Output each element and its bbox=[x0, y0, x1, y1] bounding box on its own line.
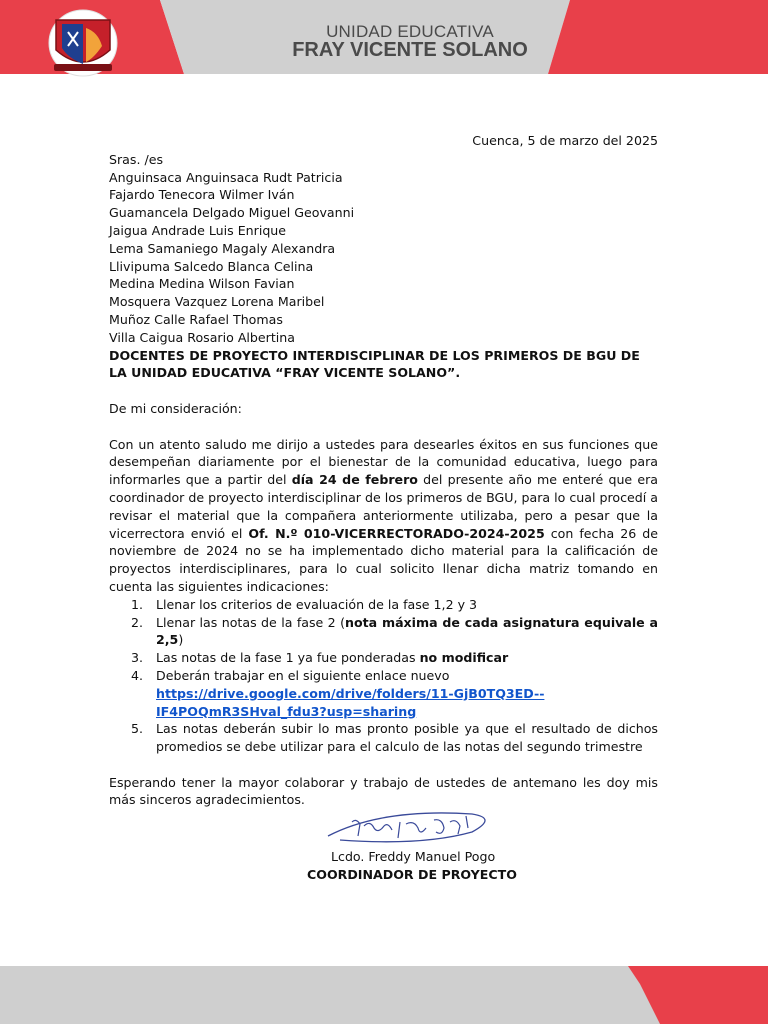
list-text: Llenar las notas de la fase 2 ( bbox=[156, 614, 346, 630]
letter-date: Cuenca, 5 de marzo del 2025 bbox=[472, 133, 658, 148]
recipient-names bbox=[109, 169, 658, 347]
list-number: 4. bbox=[131, 667, 144, 683]
body-document-bold: Of. N.º 010-VICERRECTORADO-2024-2025 bbox=[248, 525, 545, 541]
body-text: con fecha 26 de noviembre de 2024 no se ha implementado dicho material para la calificación de proyectos interdisciplinares, para lo cual solicito llenar dicha matriz tomando en cuenta las siguientes indicaciones: bbox=[109, 525, 658, 594]
recipient-name: Medina Medina Wilson Favian bbox=[109, 276, 295, 292]
list-number: 1. bbox=[131, 596, 144, 612]
list-item bbox=[109, 596, 658, 614]
list-number: 2. bbox=[131, 614, 144, 630]
drive-folder-link[interactable]: https://drive.google.com/drive/folders/11-GjB0TQ3ED--IF4POQmR3SHval_fdu3?usp=sharing bbox=[156, 685, 545, 719]
instruction-list bbox=[109, 596, 658, 756]
signer-role: COORDINADOR DE PROYECTO bbox=[307, 867, 517, 882]
list-text: Llenar los criterios de evaluación de la fase 1,2 y 3 bbox=[156, 596, 478, 612]
recipient-name: Villa Caigua Rosario Albertina bbox=[109, 329, 295, 345]
list-item bbox=[109, 667, 658, 720]
list-bold: nota máxima de cada asignatura equivale a 2,5 bbox=[156, 614, 658, 648]
list-bold: no modificar bbox=[419, 650, 509, 666]
recipient-name: Jaigua Andrade Luis Enrique bbox=[109, 222, 287, 238]
recipient-name: Mosquera Vazquez Lorena Maribel bbox=[109, 294, 325, 310]
recipient-name: Anguinsaca Anguinsaca Rudt Patricia bbox=[109, 169, 343, 185]
recipient-name: Fajardo Tenecora Wilmer Iván bbox=[109, 187, 295, 203]
list-number: 3. bbox=[131, 650, 144, 666]
list-text: Las notas de la fase 1 ya fue ponderadas bbox=[156, 650, 420, 666]
list-text: Las notas deberán subir lo mas pronto posible ya que el resultado de dichos promedios se debe utilizar para el calculo de las notas del segundo trimestre bbox=[156, 721, 658, 755]
body-text: del presente año me enteré que era coordinador de proyecto interdisciplinar de los primeros de BGU, para lo cual procedí a revisar el material que la compañera anteriormente utilizaba, pero a pesar que la vicerrectora envió el bbox=[109, 472, 659, 541]
recipients-heading: DOCENTES DE PROYECTO INTERDISCIPLINAR DE LOS PRIMEROS DE BGU DE LA UNIDAD EDUCATIVA “FRAY VICENTE SOLANO”. bbox=[109, 347, 640, 381]
recipient-name: Lema Samaniego Magaly Alexandra bbox=[109, 240, 336, 256]
body-text: Con un atento saludo me dirijo a ustedes para desearles éxitos en sus funciones que desempeñan diariamente por el bienestar de la comunidad educativa, luego para informarles que a partir del bbox=[109, 436, 658, 488]
greeting: De mi consideración: bbox=[109, 400, 242, 416]
list-number: 5. bbox=[131, 721, 144, 737]
salutation: Sras. /es bbox=[109, 151, 164, 167]
body-date-bold: día 24 de febrero bbox=[291, 472, 418, 488]
recipient-name: Muñoz Calle Rafael Thomas bbox=[109, 311, 283, 327]
handwritten-signature bbox=[322, 800, 498, 850]
closing-paragraph: Esperando tener la mayor colaborar y trabajo de ustedes de antemano les doy mis más sinceros agradecimientos. bbox=[109, 774, 658, 808]
footer-band bbox=[0, 950, 768, 1024]
list-item bbox=[109, 649, 658, 667]
list-item bbox=[109, 720, 658, 756]
list-item bbox=[109, 614, 658, 650]
body-paragraph bbox=[109, 436, 658, 596]
list-text-after: ) bbox=[178, 632, 184, 648]
school-crest-icon bbox=[46, 6, 120, 80]
institution-line-1: UNIDAD EDUCATIVA bbox=[326, 22, 494, 41]
signer-name: Lcdo. Freddy Manuel Pogo bbox=[331, 849, 496, 864]
recipient-name: Guamancela Delgado Miguel Geovanni bbox=[109, 205, 355, 221]
list-text: Deberán trabajar en el siguiente enlace nuevo bbox=[156, 667, 450, 683]
signer-block bbox=[300, 848, 530, 884]
letter-body bbox=[109, 132, 658, 809]
recipient-name: Llivipuma Salcedo Blanca Celina bbox=[109, 258, 314, 274]
institution-line-2: FRAY VICENTE SOLANO bbox=[292, 39, 528, 61]
